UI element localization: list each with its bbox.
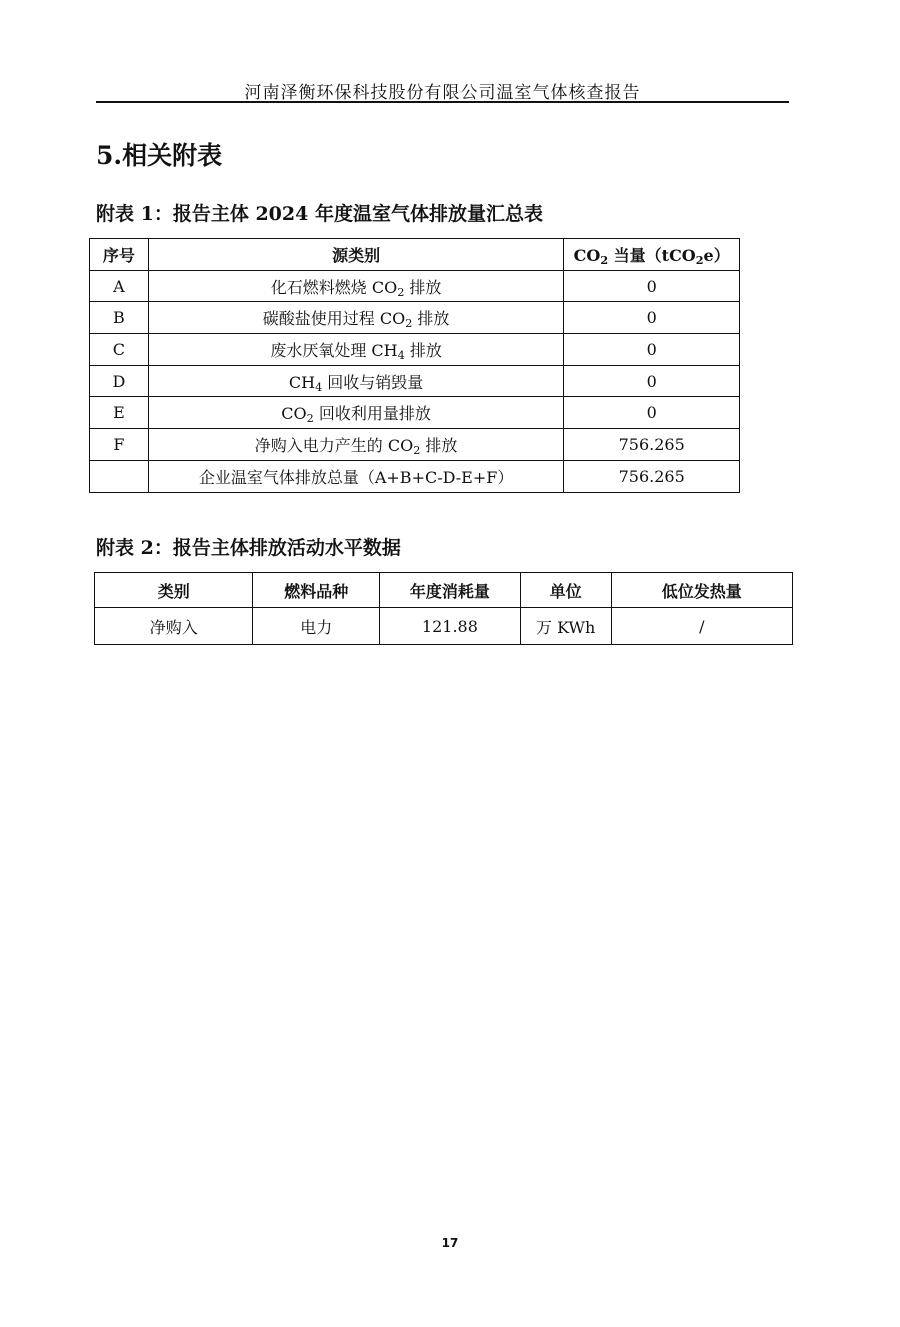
row-value: 0 bbox=[564, 302, 740, 334]
header-unit: 单位 bbox=[520, 573, 611, 608]
table-row bbox=[90, 270, 740, 302]
table-header-row bbox=[90, 239, 740, 271]
row-source: $CH_4$ 回收与销毁量 bbox=[148, 365, 564, 397]
table2-caption: 附表 2：报告主体排放活动水平数据 bbox=[96, 537, 401, 559]
activity-data-table bbox=[94, 572, 793, 645]
header-annual-consumption: 年度消耗量 bbox=[380, 573, 521, 608]
cell-low-heating-value: / bbox=[611, 608, 792, 645]
table-row bbox=[90, 429, 740, 461]
cell-unit: 万 KWh bbox=[520, 608, 611, 645]
row-index: D bbox=[90, 365, 149, 397]
header-source: 源类别 bbox=[148, 239, 564, 271]
table-row bbox=[90, 365, 740, 397]
row-source: 化石燃料燃烧 $CO_2$ 排放 bbox=[148, 270, 564, 302]
row-value: 756.265 bbox=[564, 460, 740, 492]
row-value: 0 bbox=[564, 397, 740, 429]
row-value: 0 bbox=[564, 365, 740, 397]
row-index: B bbox=[90, 302, 149, 334]
header-index: 序号 bbox=[90, 239, 149, 271]
table1-caption: 附表 1：报告主体 2024 年度温室气体排放量汇总表 bbox=[96, 203, 543, 225]
cell-annual-consumption: 121.88 bbox=[380, 608, 521, 645]
row-source: 企业温室气体排放总量（A+B+C-D-E+F） bbox=[148, 460, 564, 492]
table-total-row bbox=[90, 460, 740, 492]
cell-category: 净购入 bbox=[95, 608, 253, 645]
row-value: 0 bbox=[564, 334, 740, 366]
report-header-title: 河南泽衡环保科技股份有限公司温室气体核查报告 bbox=[244, 83, 641, 103]
emissions-summary-table bbox=[89, 238, 740, 493]
row-index: A bbox=[90, 270, 149, 302]
row-value: 0 bbox=[564, 270, 740, 302]
row-source: 碳酸盐使用过程 $CO_2$ 排放 bbox=[148, 302, 564, 334]
header-co2-equivalent: $CO_2$ 当量（tCO$_2$e） bbox=[564, 239, 740, 271]
header-divider bbox=[96, 101, 789, 103]
row-index: C bbox=[90, 334, 149, 366]
row-source: 净购入电力产生的 $CO_2$ 排放 bbox=[148, 429, 564, 461]
section-title: 5.相关附表 bbox=[96, 141, 223, 170]
row-value: 756.265 bbox=[564, 429, 740, 461]
row-index bbox=[90, 460, 149, 492]
table-row bbox=[90, 397, 740, 429]
table-row bbox=[90, 302, 740, 334]
page-number: 17 bbox=[441, 1236, 459, 1250]
header-fuel-type: 燃料品种 bbox=[253, 573, 380, 608]
header-low-heating-value: 低位发热量 bbox=[611, 573, 792, 608]
cell-fuel-type: 电力 bbox=[253, 608, 380, 645]
header-category: 类别 bbox=[95, 573, 253, 608]
row-index: F bbox=[90, 429, 149, 461]
row-source: 废水厌氧处理 $CH_4$ 排放 bbox=[148, 334, 564, 366]
row-index: E bbox=[90, 397, 149, 429]
table-row bbox=[95, 608, 793, 645]
table-header-row bbox=[95, 573, 793, 608]
row-source: $CO_2$ 回收利用量排放 bbox=[148, 397, 564, 429]
table-row bbox=[90, 334, 740, 366]
